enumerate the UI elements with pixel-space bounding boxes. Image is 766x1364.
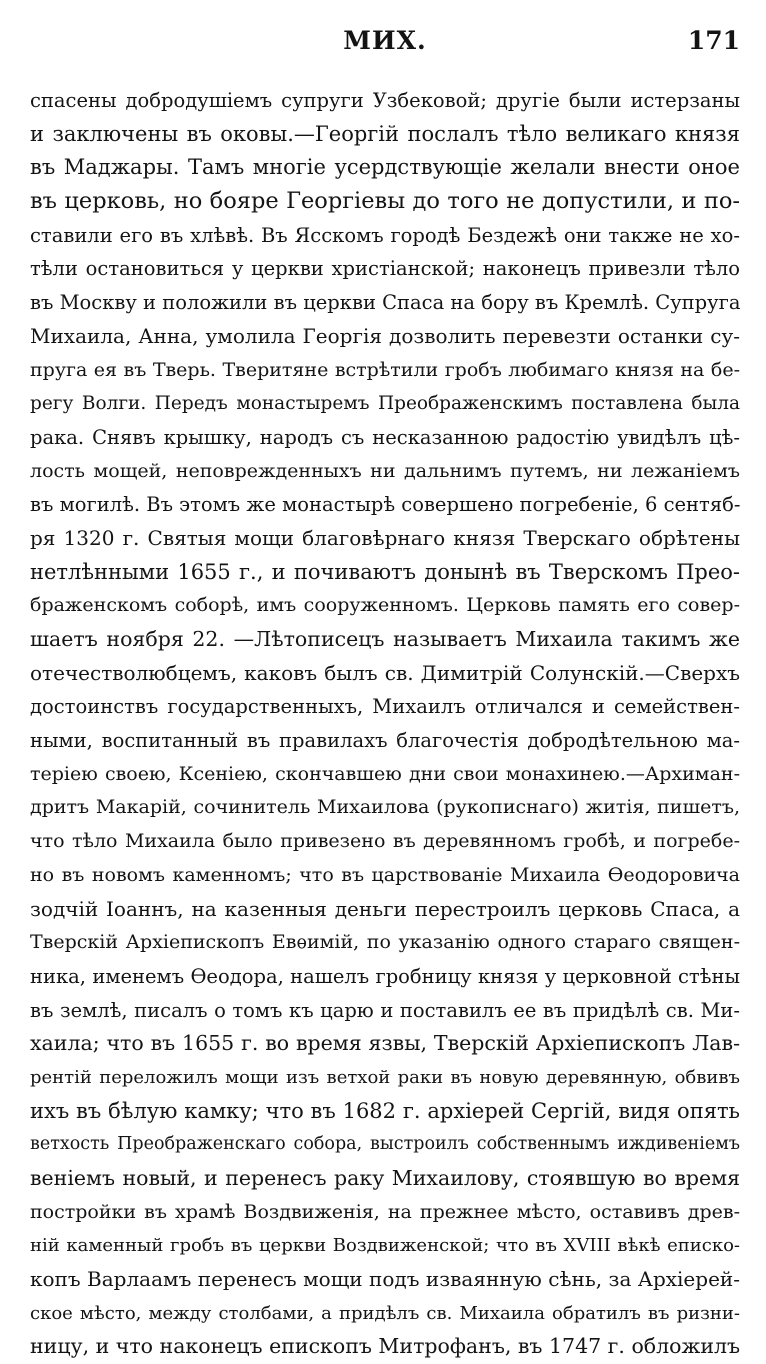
text-line: ными, воспитанный въ правилахъ благочестія добродѣтельною ма-	[30, 729, 740, 753]
text-line: и заключены въ оковы.—Георгій послалъ тѣло великаго князя	[30, 121, 740, 146]
text-line: спасены добродушіемъ супруги Узбековой; другіе были истерзаны	[30, 89, 740, 112]
text-line: веніемъ новый, и перенесъ раку Михаилову, стоявшую во время	[30, 1166, 740, 1190]
text-line: ское мѣсто, между столбами, а придѣлъ св. Михаила обратилъ въ ризни-	[30, 1302, 740, 1324]
text-line: ря 1320 г. Святыя мощи благовѣрнаго князя Тверскаго обрѣтены	[30, 525, 740, 550]
text-line: постройки въ храмѣ Воздвиженія, на прежнее мѣсто, оставивъ древ-	[30, 1200, 740, 1223]
text-line: ній каменный гробъ въ церкви Воздвиженской; что въ XVIII вѣкѣ еписко-	[30, 1235, 740, 1257]
text-line: въ церковь, но бояре Георгіевы до того не допустили, и по-	[30, 188, 740, 215]
page-number: 171	[687, 26, 740, 55]
text-line: ставили его въ хлѣвѣ. Въ Ясскомъ городѣ Бездежѣ они также не хо-	[30, 223, 740, 247]
page-header	[30, 26, 740, 66]
text-line: въ землѣ, писалъ о томъ къ царю и поставилъ ее въ придѣлѣ св. Ми-	[30, 998, 740, 1022]
text-line: нетлѣнными 1655 г., и почиваютъ донынѣ въ Тверскомъ Прео-	[30, 559, 740, 584]
text-line: ника, именемъ Ѳеодора, нашелъ гробницу князя у церковной стѣны	[30, 964, 740, 988]
text-line: пруга ея въ Тверь. Тверитяне встрѣтили гробъ любимаго князя на бе-	[30, 358, 740, 381]
text-line: шаетъ ноября 22. —Лѣтописецъ называетъ Михаила такимъ же	[30, 627, 740, 651]
text-line: дритъ Макарій, сочинитель Михаилова (рукописнаго) житія, пишетъ,	[30, 796, 740, 819]
text-line: въ Маджары. Тамъ многіе усердствующіе желали внести оное	[30, 155, 740, 180]
text-line: хаила; что въ 1655 г. во время язвы, Тверскій Архіепископъ Лав-	[30, 1031, 740, 1056]
text-line: ветхость Преображенскаго собора, выстроилъ собственнымъ иждивеніемъ	[30, 1134, 740, 1155]
text-line: ницу, и что наконецъ епископъ Митрофанъ, въ 1747 г. обложилъ	[30, 1334, 740, 1359]
body-text	[30, 84, 740, 1364]
text-line: но въ новомъ каменномъ; что въ царствованіе Михаила Ѳеодоровича	[30, 863, 740, 886]
text-line: теріею своею, Ксеніею, скончавшею дни свои монахинею.—Архиман-	[30, 762, 740, 785]
text-line: тѣли остановиться у церкви христіанской; наконецъ привезли тѣло	[30, 257, 740, 281]
text-line: зодчій Іоаннъ, на казенныя деньги перестроилъ церковь Спаса, а	[30, 896, 740, 921]
text-line: Михаила, Анна, умолила Георгія дозволить перевезти останки су-	[30, 323, 740, 348]
text-line: въ Москву и положили въ церкви Спаса на бору въ Кремлѣ. Супруга	[30, 291, 740, 315]
text-line: рака. Снявъ крышку, народъ съ несказанною радостію увидѣлъ цѣ-	[30, 425, 740, 449]
text-line: копъ Варлаамъ перенесъ мощи подъ изваянную сѣнь, за Архіерей-	[30, 1267, 740, 1292]
text-line: браженскомъ соборѣ, имъ сооруженномъ. Церковь память его совер-	[30, 594, 740, 617]
text-line: въ могилѣ. Въ этомъ же монастырѣ совершено погребеніе, 6 сентяб-	[30, 493, 740, 517]
text-line: ихъ въ бѣлую камку; что въ 1682 г. архіерей Сергій, видя опять	[30, 1098, 740, 1123]
text-line: регу Волги. Передъ монастыремъ Преображенскимъ поставлена была	[30, 393, 740, 415]
text-line: что тѣло Михаила было привезено въ деревянномъ гробѣ, и погребе-	[30, 830, 740, 853]
text-line: отечестволюбцемъ, каковъ былъ св. Димитрій Солунскій.—Сверхъ	[30, 660, 740, 685]
text-line: Тверскій Архіепископъ Евѳимій, по указанію одного стараго священ-	[30, 931, 740, 954]
running-head: МИХ.	[343, 26, 427, 55]
text-line: лость мощей, неповрежденныхъ ни дальнимъ путемъ, ни лежаніемъ	[30, 459, 740, 482]
text-line: рентій переложилъ мощи изъ ветхой раки въ новую деревянную, обвивъ	[30, 1066, 740, 1088]
text-line: достоинствъ государственныхъ, Михаилъ отличался и семействен-	[30, 695, 740, 719]
